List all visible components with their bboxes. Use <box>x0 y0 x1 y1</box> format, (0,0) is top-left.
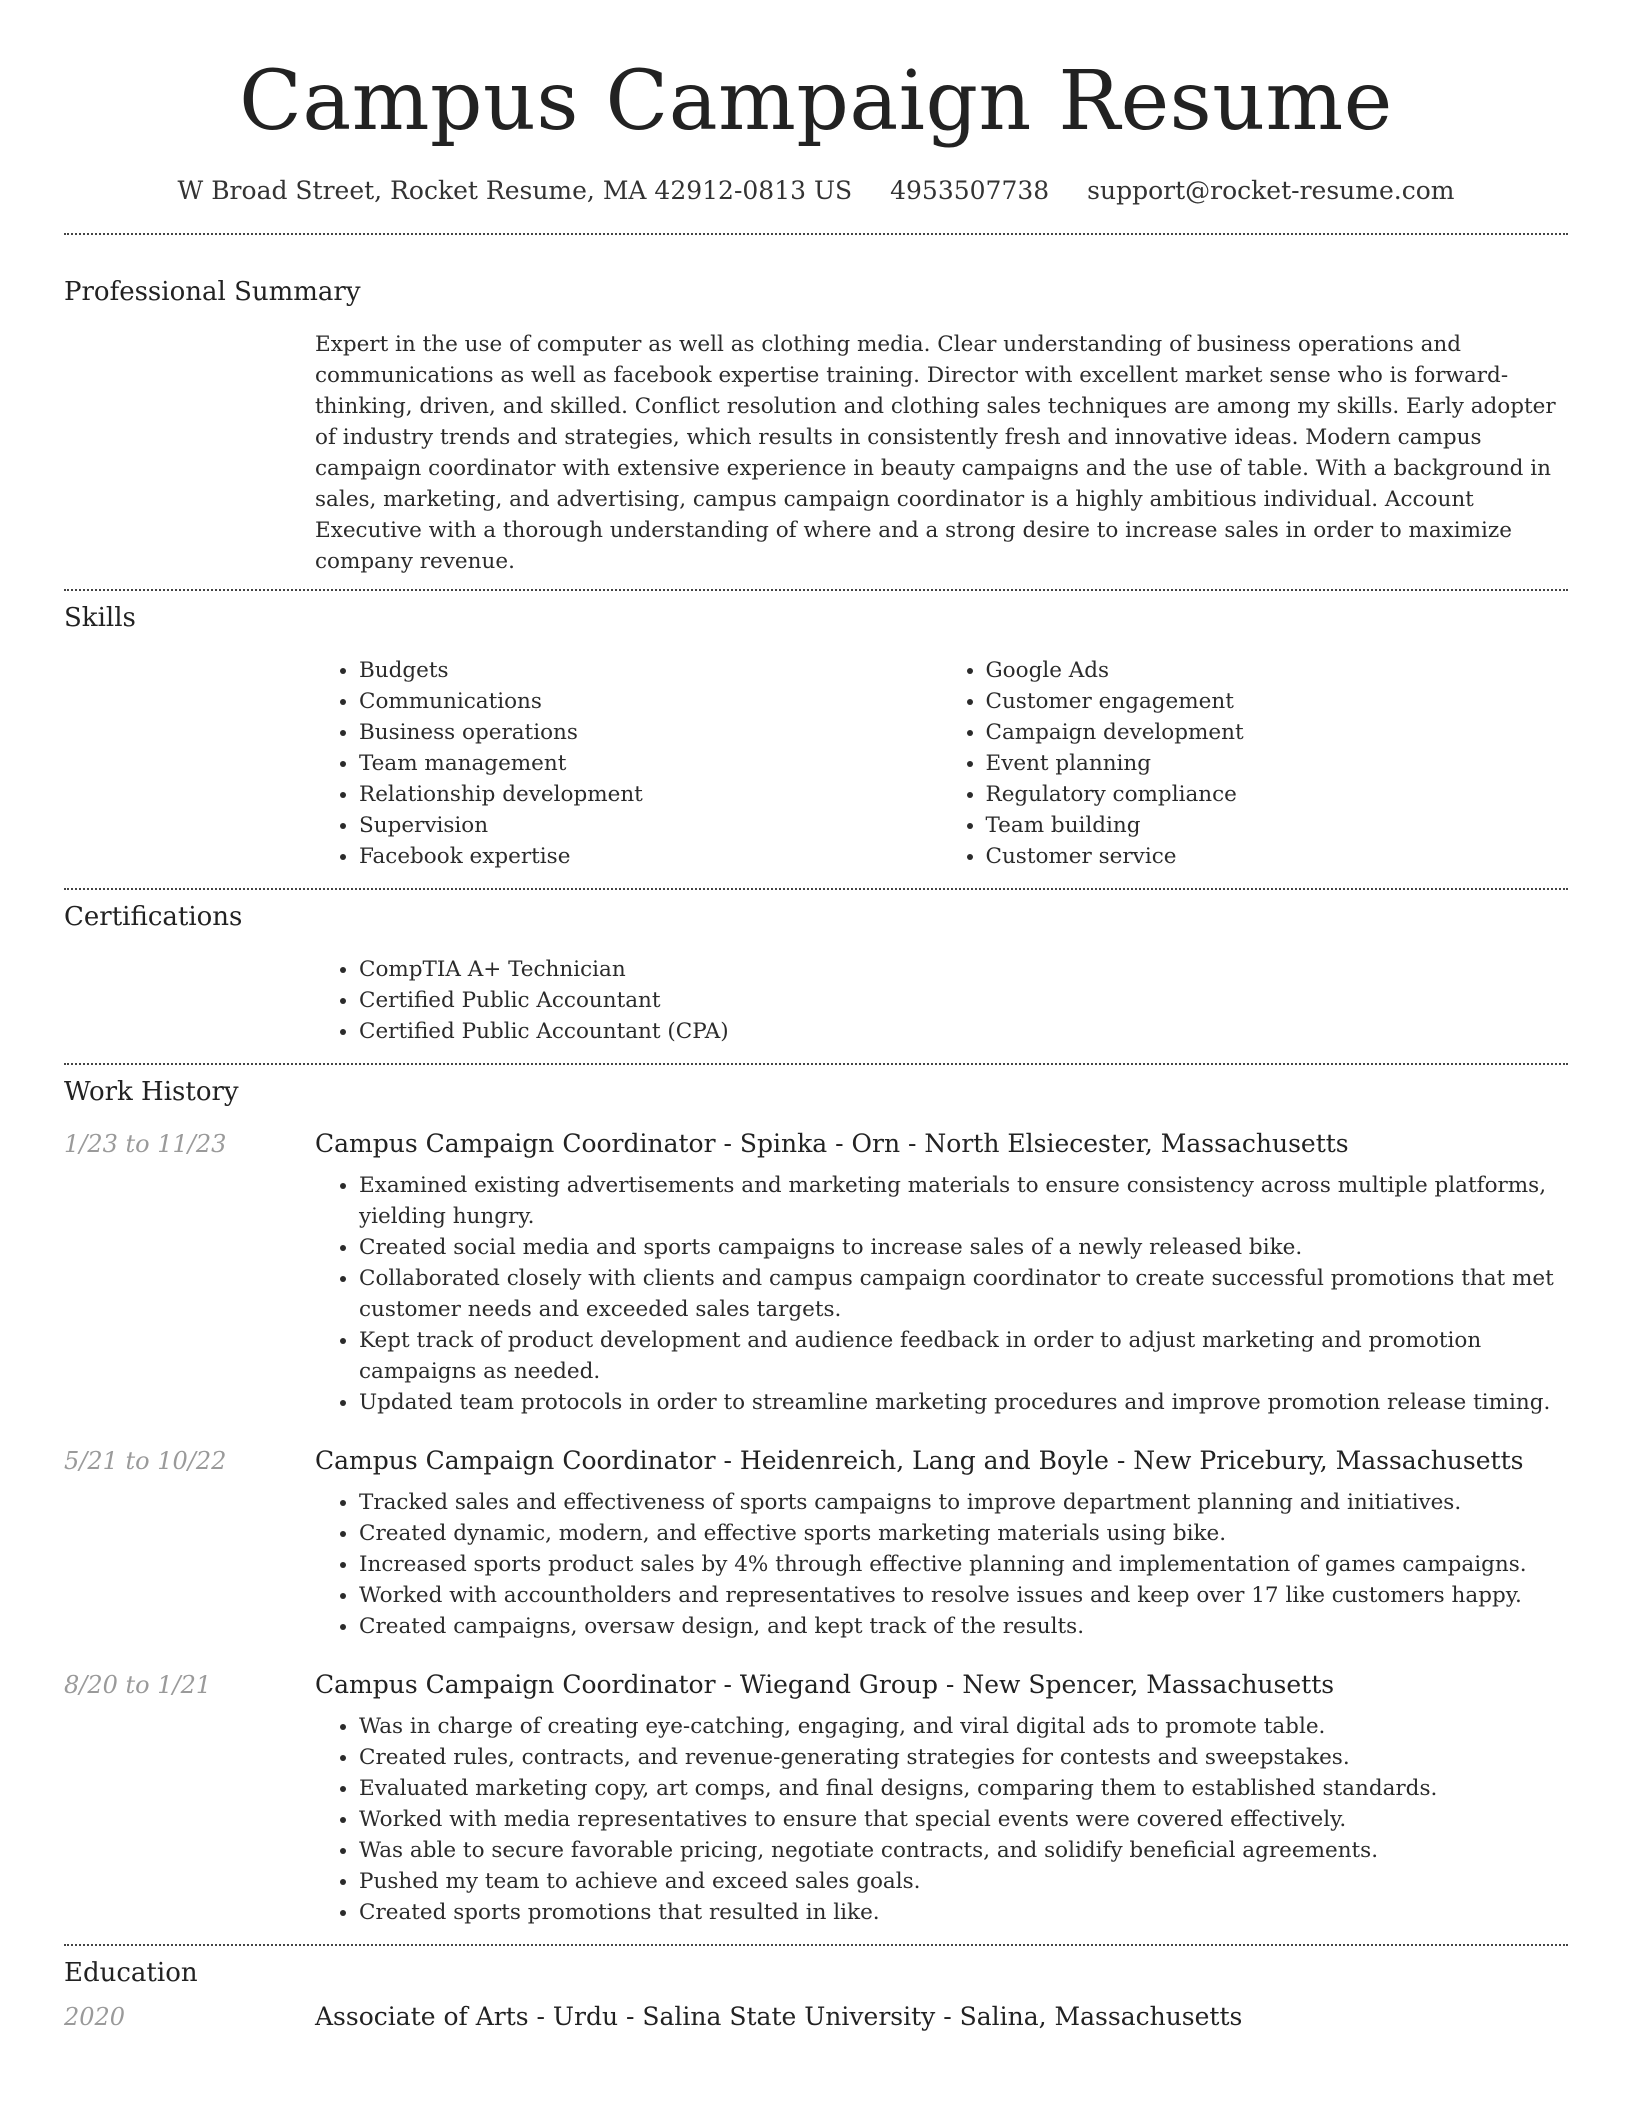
job-title: Campus Campaign Coordinator - Heidenreich, Lang and Boyle - New Pricebury, Massachusetts <box>315 1446 1524 1475</box>
job-bullet: • Pushed my team to achieve and exceed sales goals. <box>359 1866 1568 1897</box>
job-title: Campus Campaign Coordinator - Spinka - Orn - North Elsiecester, Massachusetts <box>315 1129 1349 1158</box>
job-date: 8/20 to 1/21 <box>64 1671 212 1699</box>
job-date: 5/21 to 10/22 <box>64 1447 227 1475</box>
resume-title: Campus Campaign Resume <box>239 54 1393 149</box>
skill-item: • Relationship development <box>359 779 942 810</box>
job-bullet: • Was in charge of creating eye-catching, engaging, and viral digital ads to promote table. <box>359 1711 1568 1742</box>
job-bullet: • Updated team protocols in order to streamline marketing procedures and improve promotion release timing. <box>359 1387 1568 1418</box>
certifications-heading: Certifications <box>64 902 243 932</box>
certifications-list <box>315 954 1568 1063</box>
divider <box>64 1063 1568 1065</box>
job-entry <box>0 1670 1632 1928</box>
certification-item: • CompTIA A+ Technician <box>359 954 1568 985</box>
skill-item: • Customer engagement <box>986 686 1569 717</box>
skills-list <box>315 655 1568 888</box>
certification-item: • Certified Public Accountant <box>359 985 1568 1016</box>
job-bullet: • Created social media and sports campaigns to increase sales of a newly released bike. <box>359 1232 1568 1263</box>
education-degree: Associate of Arts - Urdu - Salina State University - Salina, Massachusetts <box>315 2002 1243 2031</box>
job-bullet: • Tracked sales and effectiveness of sports campaigns to improve department planning and initiatives. <box>359 1487 1568 1518</box>
skills-column-right <box>942 655 1569 872</box>
job-bullet: • Kept track of product development and audience feedback in order to adjust marketing and promotion campaigns as needed. <box>359 1325 1568 1387</box>
job-bullets <box>315 1170 1568 1418</box>
job-bullet: • Created dynamic, modern, and effective sports marketing materials using bike. <box>359 1518 1568 1549</box>
job-bullets <box>315 1711 1568 1928</box>
job-bullet: • Evaluated marketing copy, art comps, and final designs, comparing them to established standards. <box>359 1773 1568 1804</box>
contact-line <box>0 176 1632 205</box>
skill-item: • Team building <box>986 810 1569 841</box>
work-history-heading: Work History <box>64 1077 239 1107</box>
job-bullet: • Worked with media representatives to ensure that special events were covered effectively. <box>359 1804 1568 1835</box>
divider <box>64 888 1568 890</box>
skill-item: • Communications <box>359 686 942 717</box>
skill-item: • Team management <box>359 748 942 779</box>
job-bullet: • Created campaigns, oversaw design, and kept track of the results. <box>359 1611 1568 1642</box>
education-entry <box>0 2002 1632 2031</box>
job-entry <box>0 1446 1632 1642</box>
job-bullet: • Collaborated closely with clients and campus campaign coordinator to create successful promotions that met customer needs and exceeded sales targets. <box>359 1263 1568 1325</box>
skill-item: • Supervision <box>359 810 942 841</box>
skill-item: • Budgets <box>359 655 942 686</box>
education-heading: Education <box>64 1958 198 1988</box>
job-title: Campus Campaign Coordinator - Wiegand Group - New Spencer, Massachusetts <box>315 1670 1335 1699</box>
certification-item: • Certified Public Accountant (CPA) <box>359 1016 1568 1047</box>
skill-item: • Campaign development <box>986 717 1569 748</box>
phone-text: 4953507738 <box>890 176 1050 205</box>
address-text: W Broad Street, Rocket Resume, MA 42912-0813 US <box>177 176 853 205</box>
skill-item: • Regulatory compliance <box>986 779 1569 810</box>
summary-heading: Professional Summary <box>64 277 361 307</box>
skill-item: • Customer service <box>986 841 1569 872</box>
job-bullets <box>315 1487 1568 1642</box>
job-bullet: • Increased sports product sales by 4% through effective planning and implementation of games campaigns. <box>359 1549 1568 1580</box>
email-link[interactable]: support@rocket-resume.com <box>1087 176 1455 205</box>
job-bullet: • Examined existing advertisements and marketing materials to ensure consistency across multiple platforms, yielding hungry. <box>359 1170 1568 1232</box>
skill-item: • Event planning <box>986 748 1569 779</box>
job-date: 1/23 to 11/23 <box>64 1130 227 1158</box>
skills-column-left <box>315 655 942 872</box>
job-entry <box>0 1129 1632 1418</box>
divider <box>64 589 1568 591</box>
skill-item: • Google Ads <box>986 655 1569 686</box>
skill-item: • Business operations <box>359 717 942 748</box>
skill-item: • Facebook expertise <box>359 841 942 872</box>
divider <box>64 1944 1568 1946</box>
skills-heading: Skills <box>64 603 136 633</box>
summary-text: Expert in the use of computer as well as clothing media. Clear understanding of business operations and communications as well as facebook expertise training. Director with excellent market sense who is forward-thinking, driven, and skilled. Conflict resolution and clothing sales techniques are among my skills. Early adopter of industry trends and strategies, which results in consistently fresh and innovative ideas. Modern campus campaign coordinator with extensive experience in beauty campaigns and the use of table. With a background in sales, marketing, and advertising, campus campaign coordinator is a highly ambitious individual. Account Executive with a thorough understanding of where and a strong desire to increase sales in order to maximize company revenue. <box>315 332 1556 574</box>
divider <box>64 233 1568 235</box>
education-date: 2020 <box>64 2003 126 2031</box>
job-bullet: • Created rules, contracts, and revenue-generating strategies for contests and sweepstakes. <box>359 1742 1568 1773</box>
job-bullet: • Created sports promotions that resulted in like. <box>359 1897 1568 1928</box>
job-bullet: • Worked with accountholders and representatives to resolve issues and keep over 17 like customers happy. <box>359 1580 1568 1611</box>
job-bullet: • Was able to secure favorable pricing, negotiate contracts, and solidify beneficial agreements. <box>359 1835 1568 1866</box>
